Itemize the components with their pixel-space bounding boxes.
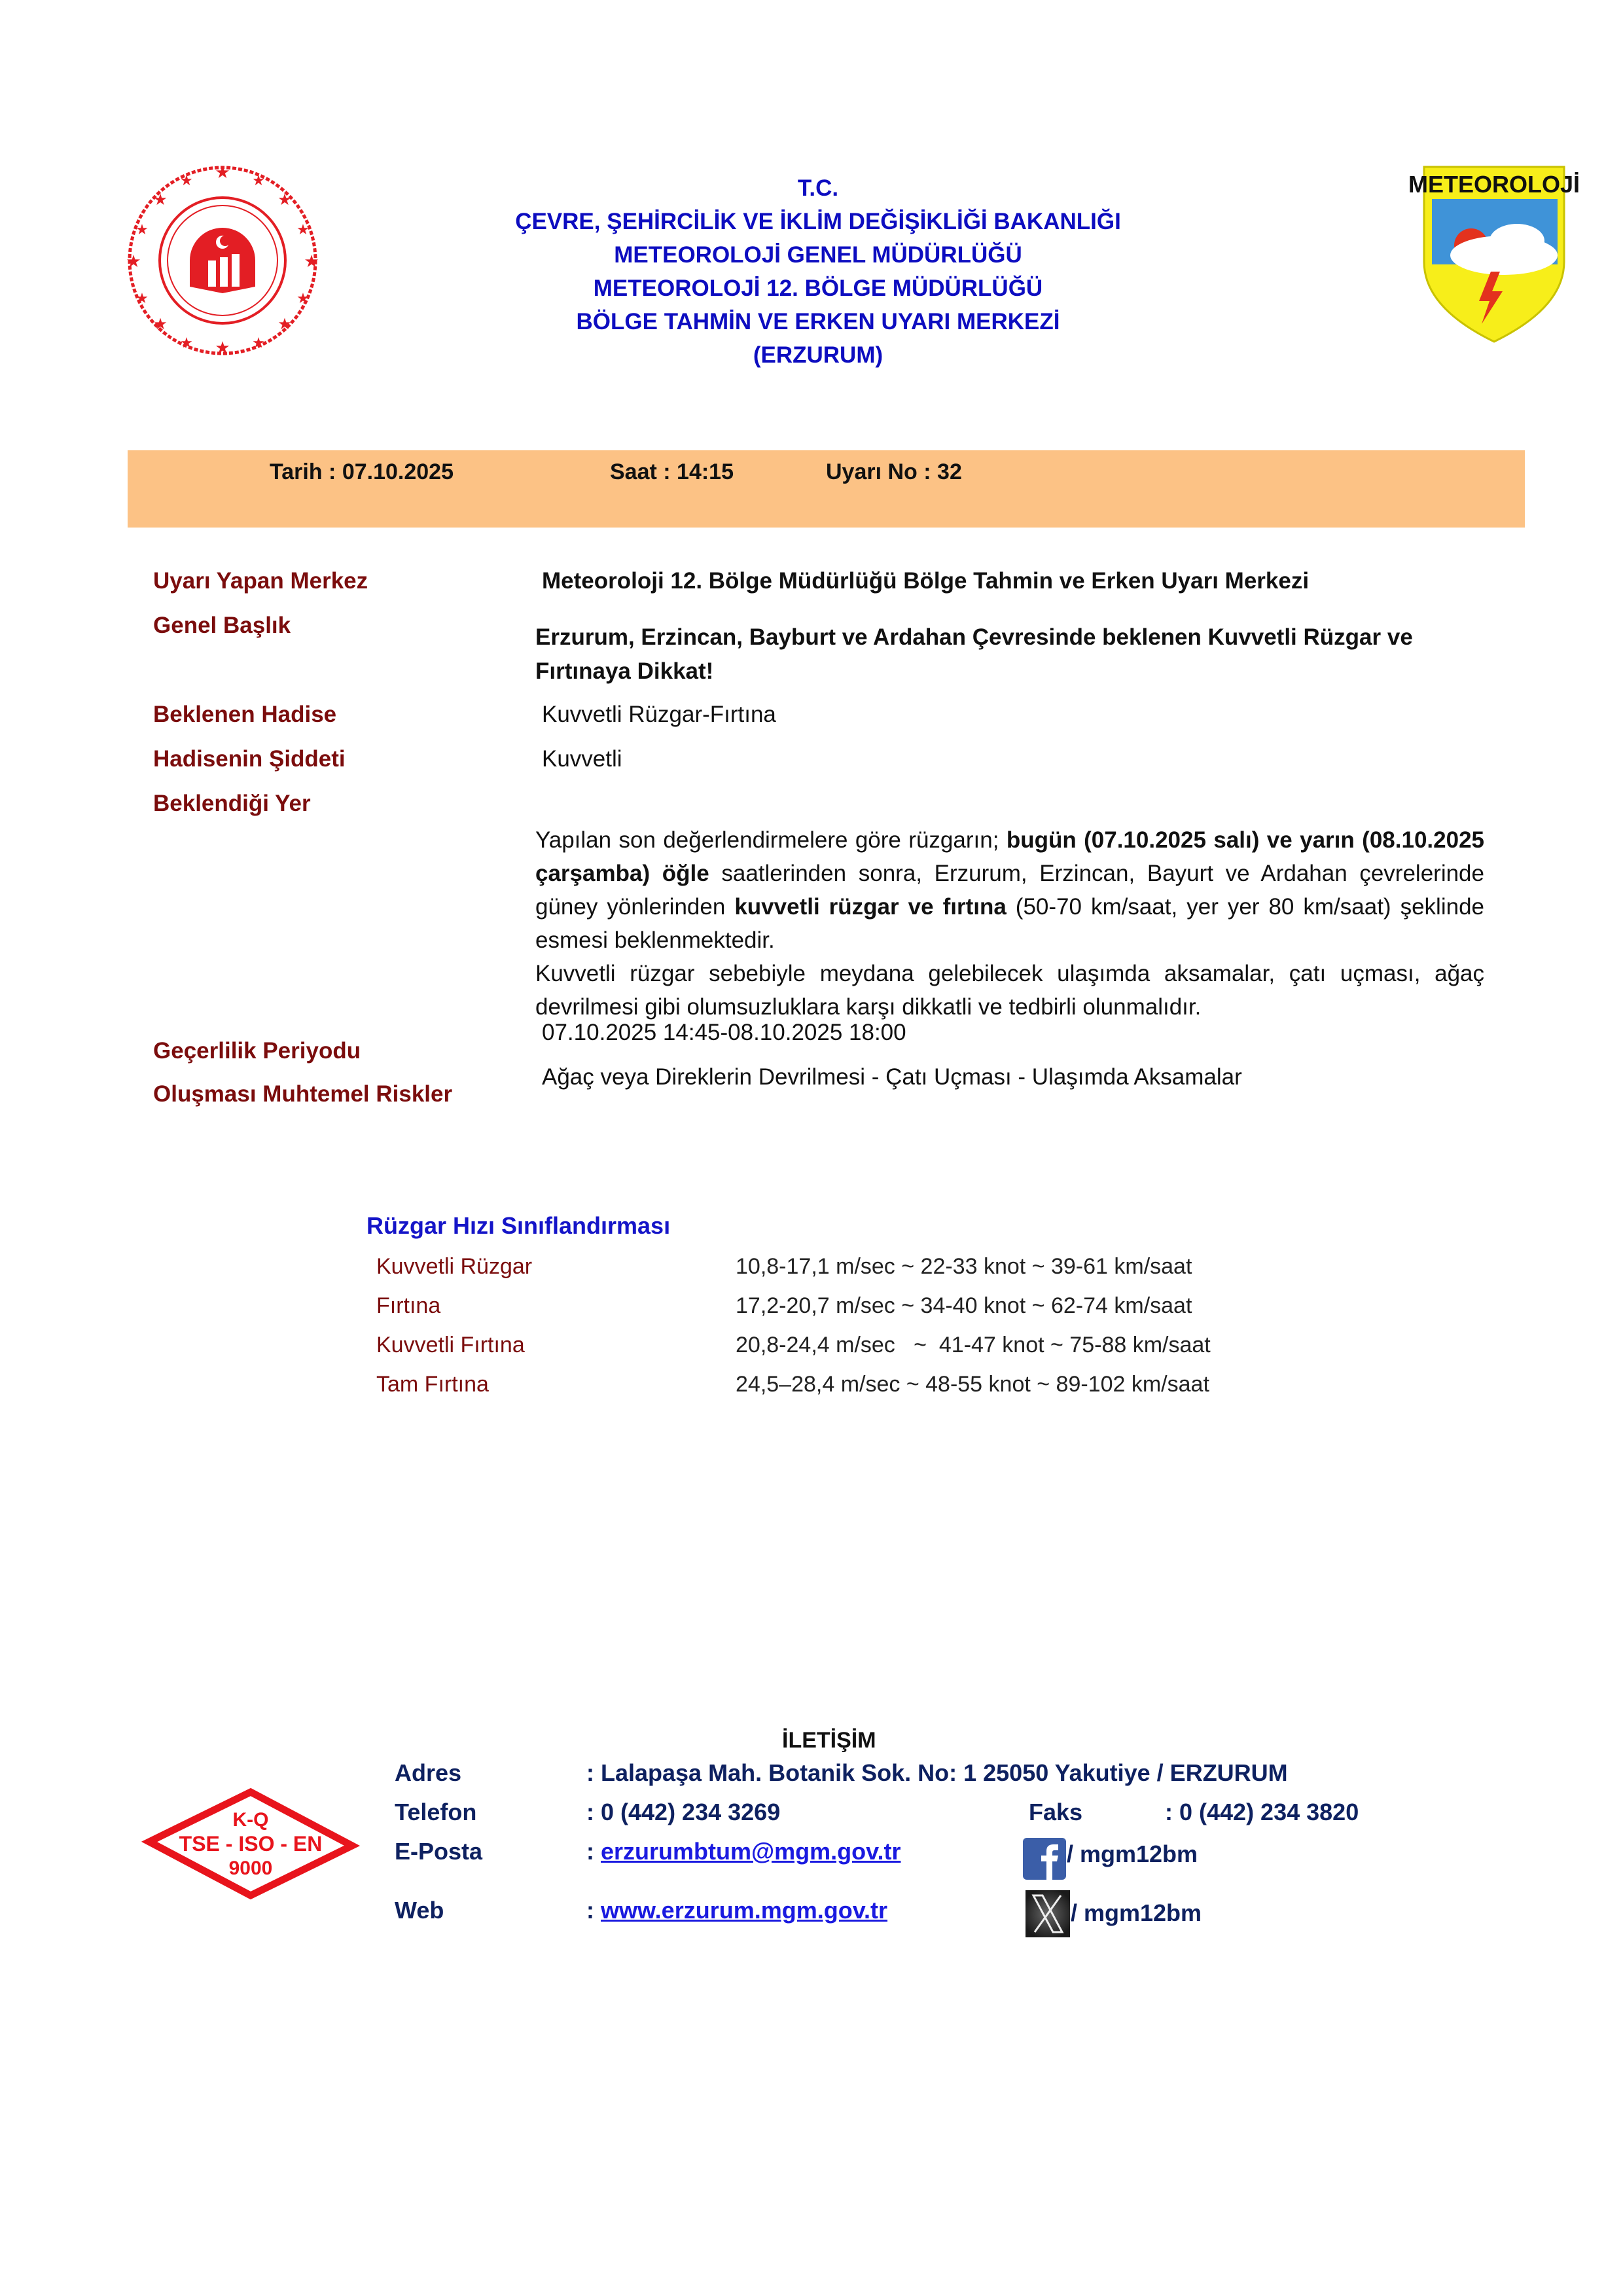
label-expected-event: Beklenen Hadise: [153, 702, 337, 727]
desc-text: (50-70 km/saat, yer yer 80 km/saat) şeklinde esmesi beklenmektedir.: [535, 894, 1484, 953]
svg-text:★: ★: [277, 315, 292, 333]
svg-text:★: ★: [153, 315, 168, 333]
description-paragraph-2: Kuvvetli rüzgar sebebiyle meydana gelebilecek ulaşımda aksamalar, çatı uçması, ağaç devrilmesi gibi olumsuzluklara karşı dikkatli ve tedbirli olunmalıdır.: [535, 961, 1484, 1020]
svg-text:★: ★: [215, 162, 230, 182]
warning-time: Saat : 14:15: [610, 459, 734, 484]
cert-line-2: TSE - ISO - EN: [179, 1832, 323, 1856]
desc-text: Yapılan son değerlendirmelere göre rüzgarın;: [535, 827, 1007, 853]
contact-email-value: [586, 1838, 901, 1865]
wind-class-value: 20,8-24,4 m/sec ~ 41-47 knot ~ 75-88 km/saat: [736, 1333, 1211, 1357]
contact-fax-label: Faks: [1029, 1799, 1083, 1825]
desc-bold-wind: kuvvetli rüzgar ve fırtına: [734, 894, 1007, 920]
label-validity: Geçerlilik Periyodu: [153, 1038, 361, 1064]
wind-classification-title: Rüzgar Hızı Sınıflandırması: [366, 1212, 671, 1239]
web-link[interactable]: www.erzurum.mgm.gov.tr: [601, 1897, 888, 1924]
value-validity: 07.10.2025 14:45-08.10.2025 18:00: [542, 1020, 906, 1045]
value-risks: Ağaç veya Direklerin Devrilmesi - Çatı Uçması - Ulaşımda Aksamalar: [542, 1064, 1242, 1090]
facebook-handle[interactable]: / mgm12bm: [1067, 1840, 1198, 1867]
svg-text:★: ★: [252, 334, 265, 351]
contact-email-label: E-Posta: [395, 1838, 483, 1865]
x-handle[interactable]: / mgm12bm: [1071, 1899, 1202, 1926]
value-general-title: Erzurum, Erzincan, Bayburt ve Ardahan Çevresinde beklenen Kuvvetli Rüzgar ve Fırtınaya Dikkat!: [535, 624, 1413, 684]
header-line-regional-directorate: METEOROLOJİ 12. BÖLGE MÜDÜRLÜĞÜ: [593, 276, 1043, 301]
header-line-tc: T.C.: [797, 175, 839, 201]
wind-class-value: 17,2-20,7 m/sec ~ 34-40 knot ~ 62-74 km/saat: [736, 1293, 1192, 1318]
contact-phone-label: Telefon: [395, 1799, 477, 1825]
meteoroloji-shield-icon: [1408, 164, 1580, 344]
contact-fax-value: : 0 (442) 234 3820: [1165, 1799, 1359, 1825]
label-severity: Hadisenin Şiddeti: [153, 746, 346, 772]
svg-text:★: ★: [277, 191, 292, 209]
desc-text: saatlerinden sonra, Erzurum, Erzincan, Bayurt ve Ardahan çevrelerinde güney yönlerinden: [535, 861, 1484, 920]
label-issuing-center: Uyarı Yapan Merkez: [153, 568, 368, 594]
svg-text:★: ★: [252, 172, 265, 188]
header-line-ministry: ÇEVRE, ŞEHİRCİLİK VE İKLİM DEĞİŞİKLİĞİ BAKANLIĞI: [515, 209, 1121, 234]
svg-text:★: ★: [135, 290, 149, 306]
x-twitter-icon[interactable]: [1026, 1890, 1070, 1937]
wind-class-value: 24,5–28,4 m/sec ~ 48-55 knot ~ 89-102 km/saat: [736, 1372, 1209, 1397]
svg-text:★: ★: [126, 251, 141, 271]
header-title-block: [458, 171, 1178, 372]
description-paragraph-1: [535, 823, 1484, 957]
svg-text:★: ★: [135, 221, 149, 238]
cert-line-3: 9000: [228, 1857, 273, 1879]
svg-text:★: ★: [180, 172, 193, 188]
colon: :: [586, 1897, 601, 1924]
label-risks: Oluşması Muhtemel Riskler: [153, 1081, 453, 1107]
ministry-seal-icon: [124, 162, 321, 359]
svg-text:★: ★: [296, 221, 310, 238]
value-issuing-center: Meteoroloji 12. Bölge Müdürlüğü Bölge Tahmin ve Erken Uyarı Merkezi: [542, 568, 1310, 594]
contact-address-label: Adres: [395, 1759, 462, 1786]
wind-class-value: 10,8-17,1 m/sec ~ 22-33 knot ~ 39-61 km/saat: [736, 1254, 1192, 1279]
svg-text:★: ★: [215, 338, 230, 357]
wind-class-name: Fırtına: [376, 1293, 441, 1318]
svg-text:★: ★: [304, 251, 319, 271]
svg-text:METEOROLOJİ: METEOROLOJİ: [1408, 171, 1580, 198]
description-text: [535, 823, 1484, 1024]
colon: :: [586, 1838, 601, 1865]
warning-number: Uyarı No : 32: [826, 459, 962, 484]
facebook-icon[interactable]: [1023, 1838, 1066, 1880]
email-link[interactable]: erzurumbtum@mgm.gov.tr: [601, 1838, 901, 1865]
header-line-general-directorate: METEOROLOJİ GENEL MÜDÜRLÜĞÜ: [614, 242, 1022, 268]
contact-web-value: [586, 1897, 887, 1924]
label-location: Beklendiği Yer: [153, 791, 311, 816]
tse-iso-certification-icon: [143, 1788, 359, 1899]
warning-date: Tarih : 07.10.2025: [270, 459, 454, 484]
wind-class-name: Kuvvetli Fırtına: [376, 1333, 525, 1357]
contact-title: İLETİŞİM: [782, 1728, 876, 1753]
desc-bold-dates: bugün (07.10.2025 salı) ve yarın (08.10.2025 çarşamba) öğle: [535, 827, 1485, 886]
wind-class-name: Kuvvetli Rüzgar: [376, 1254, 533, 1279]
header-line-city: (ERZURUM): [753, 342, 883, 368]
contact-phone-value: : 0 (442) 234 3269: [586, 1799, 781, 1825]
svg-text:★: ★: [180, 334, 193, 351]
wind-class-name: Tam Fırtına: [376, 1372, 489, 1397]
svg-text:★: ★: [296, 290, 310, 306]
cert-line-1: K-Q: [232, 1809, 269, 1831]
label-general-title: Genel Başlık: [153, 613, 291, 638]
value-severity: Kuvvetli: [542, 746, 622, 772]
contact-address-value: : Lalapaşa Mah. Botanik Sok. No: 1 25050 Yakutiye / ERZURUM: [586, 1759, 1288, 1786]
header-line-center: BÖLGE TAHMİN VE ERKEN UYARI MERKEZİ: [576, 309, 1060, 334]
svg-text:★: ★: [153, 191, 168, 209]
value-expected-event: Kuvvetli Rüzgar-Fırtına: [542, 702, 776, 727]
contact-web-label: Web: [395, 1897, 444, 1924]
